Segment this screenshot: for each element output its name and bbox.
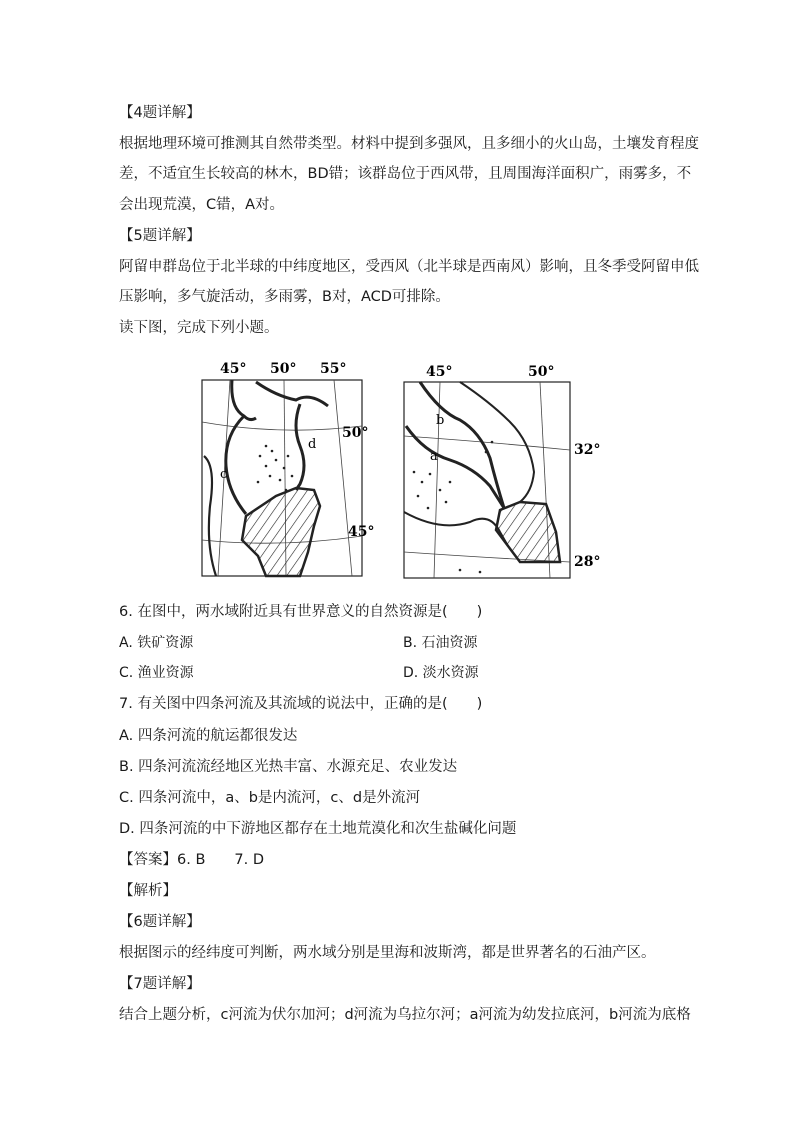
q6-detail-text: 根据图示的经纬度可判断，两水域分别是里海和波斯湾，都是世界著名的石油产区。 xyxy=(119,945,656,961)
q7-option-c: C. 四条河流中，a、b是内流河，c、d是外流河 xyxy=(119,790,421,806)
right-lat-32: 32° xyxy=(574,442,601,458)
river-label-b: b xyxy=(436,413,445,428)
left-lon-50: 50° xyxy=(270,361,297,377)
left-lon-55: 55° xyxy=(320,361,347,377)
q7-detail-heading: 【7题详解】 xyxy=(119,976,201,992)
analysis-heading: 【解析】 xyxy=(119,883,177,899)
caspian-map xyxy=(196,356,378,580)
q7-detail-text: 结合上题分析，c河流为伏尔加河；d河流为乌拉尔河；a河流为幼发拉底河，b河流为底格 xyxy=(119,1007,691,1023)
river-label-a: a xyxy=(430,449,438,464)
q7-stem: 7. 有关图中四条河流及其流域的说法中，正确的是( ) xyxy=(119,696,483,712)
left-lat-45: 45° xyxy=(348,524,375,540)
left-lat-50: 50° xyxy=(342,425,369,441)
q5-heading: 【5题详解】 xyxy=(119,228,201,244)
q7-option-a: A. 四条河流的航运都很发达 xyxy=(119,728,298,744)
q6-detail-heading: 【6题详解】 xyxy=(119,914,201,930)
q4-heading: 【4题详解】 xyxy=(119,105,201,121)
answer-line xyxy=(119,850,264,870)
q6-stem: 6. 在图中，两水域附近具有世界意义的自然资源是( ) xyxy=(119,604,483,620)
q6-option-b: B. 石油资源 xyxy=(403,635,478,651)
river-label-d: d xyxy=(308,437,317,452)
q6-option-c: C. 渔业资源 xyxy=(119,665,194,681)
answer-text: 6. B 7. D xyxy=(177,852,264,868)
q4-line-3: 会出现荒漠，C错，A对。 xyxy=(119,197,285,213)
intro-text: 读下图，完成下列小题。 xyxy=(119,320,279,336)
answer-label: 【答案】 xyxy=(119,852,177,868)
q7-option-d: D. 四条河流的中下游地区都存在土地荒漠化和次生盐碱化问题 xyxy=(119,821,517,837)
q4-line-1: 根据地理环境可推测其自然带类型。材料中提到多强风，且多细小的火山岛，土壤发育程度 xyxy=(119,136,699,152)
q7-option-b: B. 四条河流流经地区光热丰富、水源充足、农业发达 xyxy=(119,759,458,775)
right-lon-50: 50° xyxy=(528,364,555,380)
q5-line-1: 阿留申群岛位于北半球的中纬度地区，受西风（北半球是西南风）影响，且冬季受阿留申低 xyxy=(119,259,699,275)
river-label-c: c xyxy=(220,467,228,482)
q5-line-2: 压影响，多气旋活动，多雨雾，B对，ACD可排除。 xyxy=(119,289,450,305)
persian-gulf-map xyxy=(400,362,610,580)
right-lon-45: 45° xyxy=(426,364,453,380)
q4-line-2: 差，不适宜生长较高的林木，BD错；该群岛位于西风带，且周围海洋面积广，雨雾多，不 xyxy=(119,166,692,182)
q6-option-a: A. 铁矿资源 xyxy=(119,635,194,651)
q6-option-d: D. 淡水资源 xyxy=(403,665,479,681)
right-lat-28: 28° xyxy=(574,554,601,570)
left-lon-45: 45° xyxy=(220,361,247,377)
